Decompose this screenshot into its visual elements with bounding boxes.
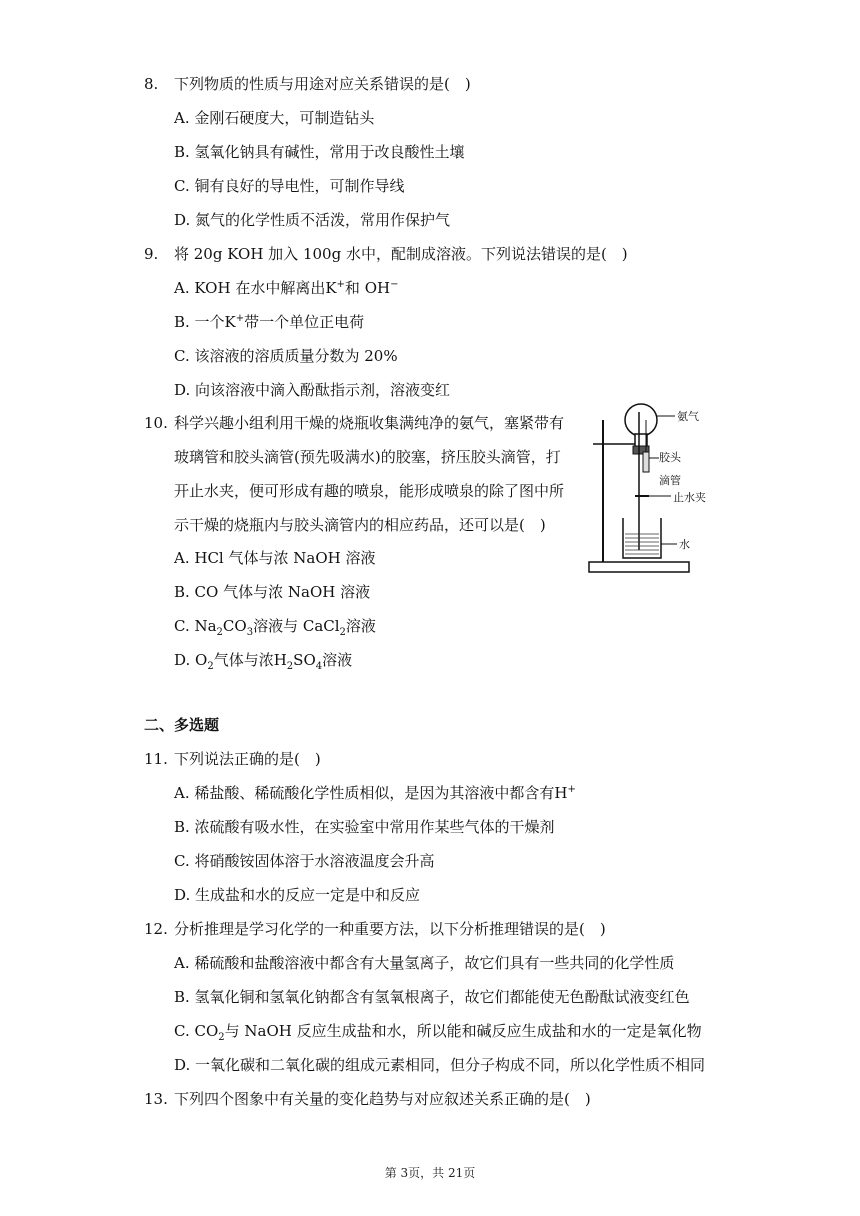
superscript: + [336, 279, 345, 290]
label-water: 水 [679, 538, 690, 551]
option-c [174, 616, 376, 636]
water-region [624, 532, 660, 557]
option-text: 气体与浓H [213, 651, 287, 669]
page-footer: 第 3页，共 21页 [384, 1166, 476, 1180]
option-text: 溶液 [345, 617, 376, 635]
option-c: C. 该溶液的溶质质量分数为 20% [174, 347, 398, 365]
option-text: SO [293, 651, 316, 669]
option-a [174, 278, 398, 298]
option-d [174, 650, 352, 670]
option-a: A. 稀硫酸和盐酸溶液中都含有大量氢离子，故它们具有一些共同的化学性质 [174, 954, 675, 972]
subscript: 2 [286, 661, 294, 672]
subscript: 2 [207, 661, 214, 672]
option-b: B. 浓硫酸有吸水性，在实验室中常用作某些气体的干燥剂 [174, 818, 555, 836]
question-stem: 下列四个图象中有关量的变化趋势与对应叙述关系正确的是( ) [174, 1090, 591, 1108]
option-b [174, 312, 364, 332]
option-a [174, 783, 576, 803]
question-stem-line-3: 开止水夹，便可形成有趣的喷泉，能形成喷泉的除了图中所 [174, 482, 565, 500]
question-10 [144, 413, 564, 433]
option-d: D. 氮气的化学性质不活泼，常用作保护气 [174, 211, 451, 229]
question-stem: 将 20g KOH 加入 100g 水中，配制成溶液。下列说法错误的是( ) [174, 245, 628, 263]
option-d: D. 一氧化碳和二氧化碳的组成元素相同，但分子构成不同，所以化学性质不相同 [174, 1056, 706, 1074]
option-b: B. 氢氧化钠具有碱性，常用于改良酸性土壤 [174, 143, 465, 161]
option-text: A. 稀盐酸、稀硫酸化学性质相似，是因为其溶液中都含有H [174, 784, 568, 802]
option-text: 溶液与 CaCl [253, 617, 340, 635]
question-11 [144, 749, 321, 769]
label-ammonia: 氨气 [677, 410, 699, 423]
option-text: A. KOH 在水中解离出K [174, 279, 337, 297]
subscript: 3 [246, 627, 254, 638]
option-text: CO [222, 617, 247, 635]
subscript: 2 [218, 1032, 225, 1043]
option-text: C. CO [174, 1022, 219, 1040]
question-stem: 下列说法正确的是( ) [174, 750, 321, 768]
option-text: 和 OH [344, 279, 391, 297]
option-text: 与 NaOH 反应生成盐和水，所以能和碱反应生成盐和水的一定是氧化物 [224, 1022, 702, 1040]
question-number: 12. [144, 920, 168, 938]
option-d: D. 向该溶液中滴入酚酞指示剂，溶液变红 [174, 381, 451, 399]
option-c: C. 将硝酸铵固体溶于水溶液温度会升高 [174, 852, 435, 870]
question-number: 13. [144, 1090, 168, 1108]
subscript: 2 [216, 627, 223, 638]
superscript: − [390, 279, 399, 290]
question-number: 8. [144, 75, 159, 93]
question-stem-line-2: 玻璃管和胶头滴管(预先吸满水)的胶塞，挤压胶头滴管，打 [174, 448, 561, 466]
question-stem: 下列物质的性质与用途对应关系错误的是( ) [174, 75, 471, 93]
question-stem-line-1: 科学兴趣小组利用干燥的烧瓶收集满纯净的氨气，塞紧带有 [174, 414, 565, 432]
question-8 [144, 74, 471, 94]
question-stem: 分析推理是学习化学的一种重要方法，以下分析推理错误的是( ) [174, 920, 606, 938]
option-c: C. 铜有良好的导电性，可制作导线 [174, 177, 405, 195]
question-stem-line-4: 示干燥的烧瓶内与胶头滴管内的相应药品，还可以是( ) [174, 516, 546, 534]
question-9 [144, 244, 628, 264]
flask [625, 404, 657, 436]
option-text: 带一个单位正电荷 [244, 313, 365, 331]
superscript: + [567, 784, 576, 795]
label-clamp: 止水夹 [673, 491, 706, 504]
dropper-bulb [643, 452, 649, 472]
option-text: C. Na [174, 617, 217, 635]
option-text: 溶液 [322, 651, 353, 669]
subscript: 4 [315, 661, 323, 672]
option-c [174, 1021, 702, 1041]
label-dropper-2: 滴管 [659, 474, 681, 487]
option-a: A. HCl 气体与浓 NaOH 溶液 [174, 549, 376, 567]
option-text: B. 一个K [174, 313, 236, 331]
question-13 [144, 1089, 591, 1109]
label-dropper-1: 胶头 [659, 451, 681, 464]
option-b: B. 氢氧化铜和氢氧化钠都含有氢氧根离子，故它们都能使无色酚酞试液变红色 [174, 988, 690, 1006]
stand-base [589, 562, 689, 572]
option-a: A. 金刚石硬度大，可制造钻头 [174, 109, 375, 127]
question-number: 9. [144, 245, 159, 263]
option-d: D. 生成盐和水的反应一定是中和反应 [174, 886, 421, 904]
water-hatching [625, 534, 659, 554]
question-number: 11. [144, 750, 168, 768]
fountain-apparatus-figure [583, 400, 723, 578]
question-number: 10. [144, 414, 168, 432]
option-b: B. CO 气体与浓 NaOH 溶液 [174, 583, 371, 601]
option-text: D. O [174, 651, 208, 669]
superscript: + [235, 313, 245, 324]
question-12 [144, 919, 606, 939]
subscript: 2 [339, 627, 346, 638]
section-heading: 二、多选题 [144, 716, 220, 734]
